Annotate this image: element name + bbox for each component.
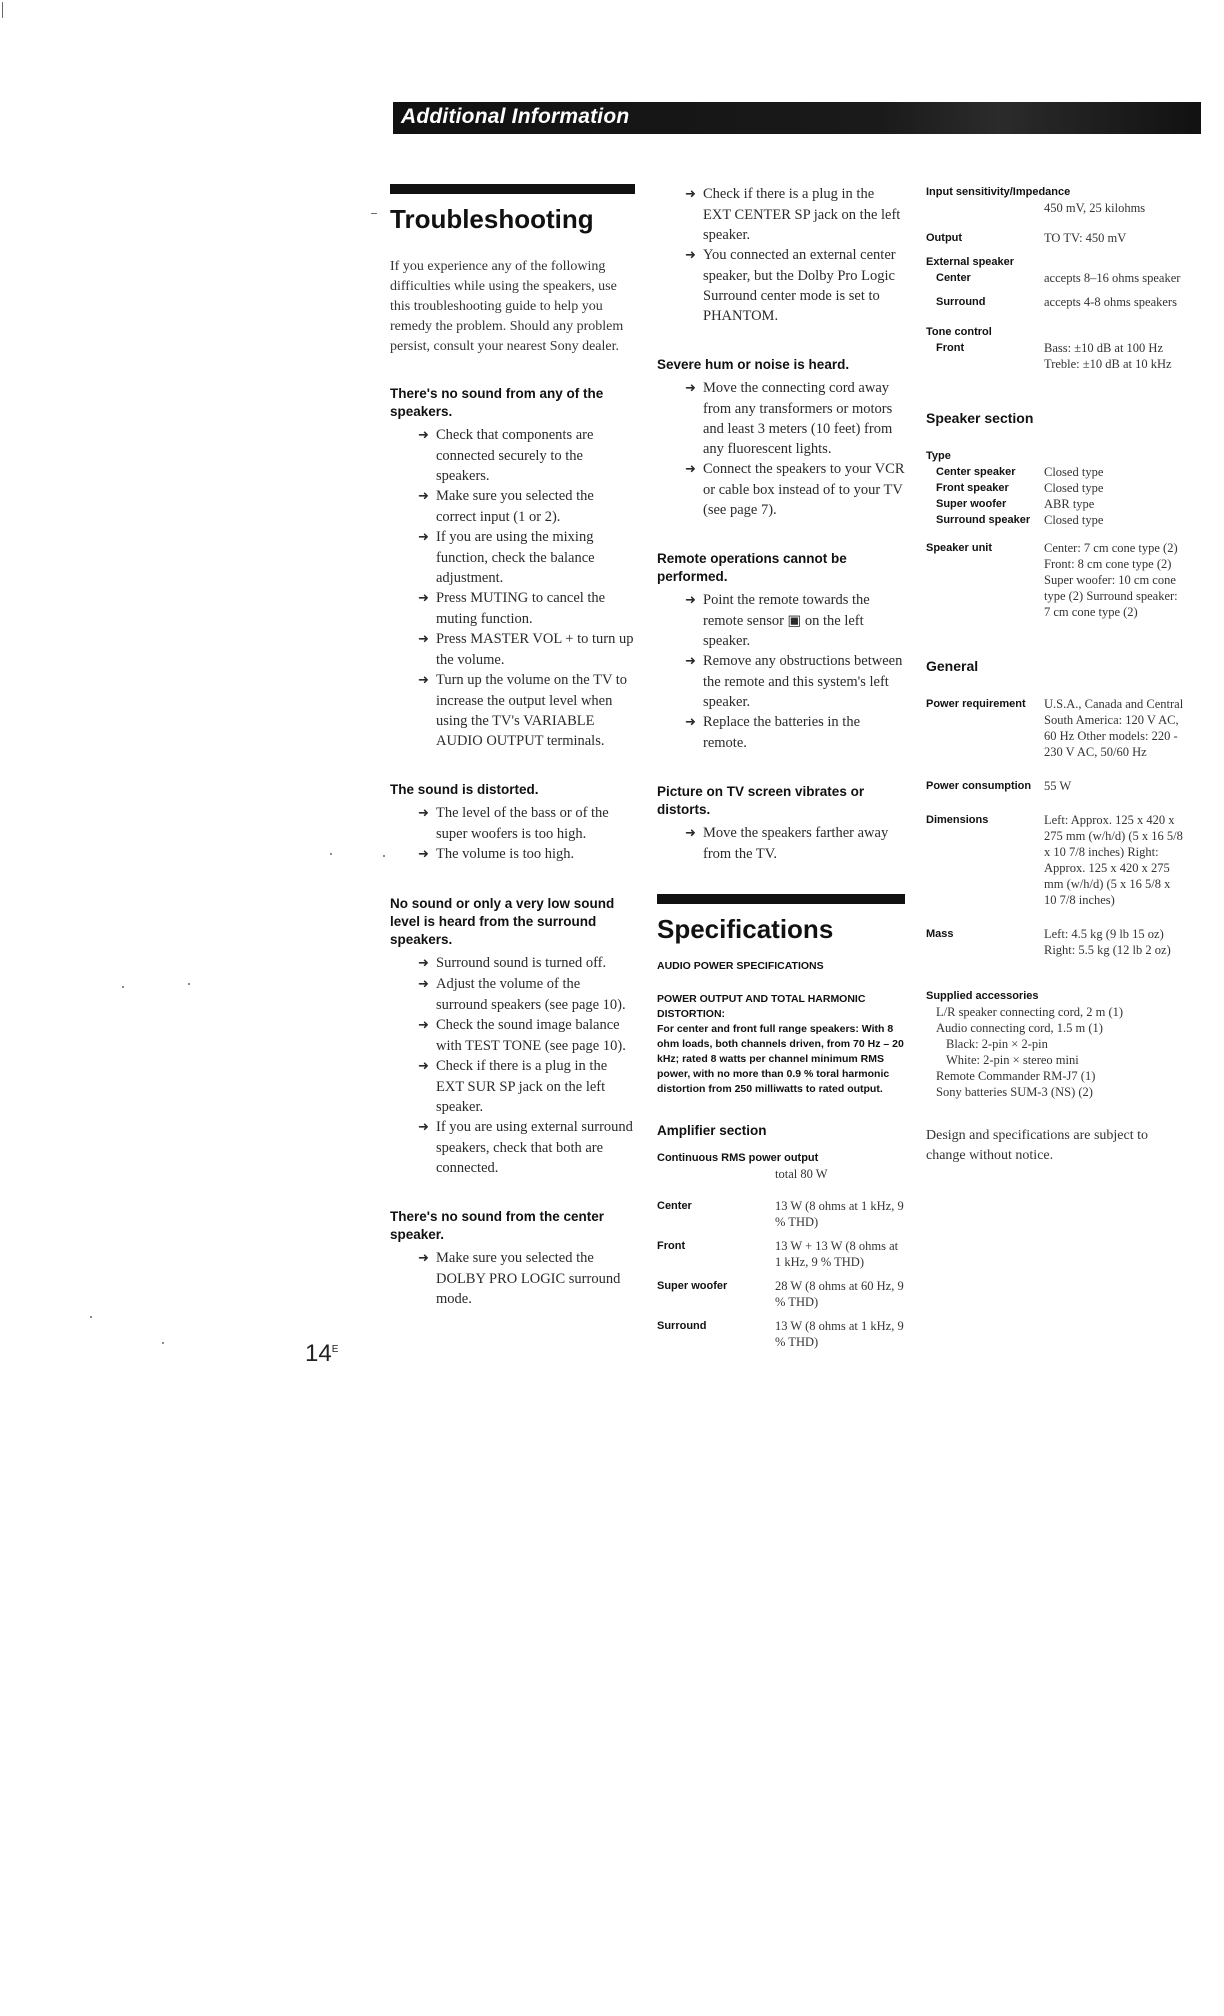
tone-label: Tone control xyxy=(926,326,992,338)
accessory-item: L/R speaker connecting cord, 2 m (1) xyxy=(936,1005,1124,1019)
ext-surround-value: accepts 4-8 ohms speakers xyxy=(1044,295,1177,309)
issue-block xyxy=(657,356,905,520)
scan-speck xyxy=(90,1316,92,1318)
page-number xyxy=(305,1340,338,1368)
arrow-icon: ➜ xyxy=(685,826,696,841)
issue-title: There's no sound from the center speaker. xyxy=(390,1209,604,1242)
scan-speck xyxy=(371,213,377,214)
arrow-icon: ➜ xyxy=(685,248,696,263)
troubleshooting-intro: If you experience any of the following difficulties while using the speakers, use this troubleshooting guide to help you remedy the problem. Should any problem persist, consult your nearest Sony dealer. xyxy=(390,259,624,354)
audio-power-heading: AUDIO POWER SPECIFICATIONS xyxy=(657,960,824,972)
input-output-table xyxy=(926,184,1184,380)
middle-column xyxy=(657,184,905,1358)
speaker-type-label: Super woofer xyxy=(936,498,1007,510)
fix-item xyxy=(404,425,635,486)
fix-text: Check if there is a plug in the EXT SUR SP jack on the left speaker. xyxy=(436,1058,608,1115)
accessory-item: Audio connecting cord, 1.5 m (1) xyxy=(936,1021,1103,1035)
arrow-icon: ➜ xyxy=(685,381,696,396)
amplifier-value: 13 W + 13 W (8 ohms at 1 kHz, 9 % THD) xyxy=(775,1239,899,1269)
fix-text: Press MASTER VOL + to turn up the volume. xyxy=(436,631,634,668)
fix-item xyxy=(404,588,635,629)
fix-text: If you are using the mixing function, check the balance adjustment. xyxy=(436,529,595,586)
external-speaker-row xyxy=(926,254,1184,270)
speaker-unit-value: Center: 7 cm cone type (2) Front: 8 cm cone type (2) Super woofer: 10 cm cone type (2) Surround speaker: 7 cm cone type (2) xyxy=(1044,541,1178,619)
arrow-icon: ➜ xyxy=(418,1059,429,1074)
general-section-title: General xyxy=(926,658,979,674)
arrow-icon: ➜ xyxy=(418,847,429,862)
general-label: Power consumption xyxy=(926,780,1032,792)
fix-item xyxy=(671,378,905,459)
input-label: Input sensitivity/Impedance xyxy=(926,186,1071,198)
arrow-icon: ➜ xyxy=(418,632,429,647)
amplifier-section-title: Amplifier section xyxy=(657,1123,767,1138)
fix-item xyxy=(404,1117,635,1178)
speaker-unit-table xyxy=(926,540,1184,628)
type-label: Type xyxy=(926,450,951,462)
output-label: Output xyxy=(926,232,963,244)
input-value: 450 mV, 25 kilohms xyxy=(1044,201,1146,215)
fix-text: Replace the batteries in the remote. xyxy=(703,714,861,751)
fix-item xyxy=(404,670,635,751)
arrow-icon: ➜ xyxy=(685,654,696,669)
speaker-unit-label: Speaker unit xyxy=(926,542,993,554)
issue-block xyxy=(390,1208,635,1309)
arrow-icon: ➜ xyxy=(418,1018,429,1033)
fix-item xyxy=(404,953,635,974)
speaker-type-row xyxy=(926,512,1184,528)
amplifier-row xyxy=(657,1278,905,1318)
amplifier-value: 13 W (8 ohms at 1 kHz, 9 % THD) xyxy=(775,1319,904,1349)
arrow-icon: ➜ xyxy=(418,530,429,545)
ext-surround-row xyxy=(926,294,1184,324)
fix-item xyxy=(671,590,905,651)
troubleshooting-title: Troubleshooting xyxy=(390,204,594,234)
issue-title: The sound is distorted. xyxy=(390,782,539,797)
amplifier-value: 13 W (8 ohms at 1 kHz, 9 % THD) xyxy=(775,1199,904,1229)
fix-item xyxy=(404,1248,635,1309)
scan-speck xyxy=(2,2,3,18)
fix-text: Check that components are connected securely to the speakers. xyxy=(436,427,594,484)
page-number-suffix: E xyxy=(331,1344,339,1355)
amplifier-label: Super woofer xyxy=(657,1280,728,1292)
accessories-list xyxy=(926,1004,1184,1100)
speaker-type-row xyxy=(926,496,1184,512)
ext-center-value: accepts 8–16 ohms speaker xyxy=(1044,271,1181,285)
fix-item xyxy=(671,651,905,712)
arrow-icon: ➜ xyxy=(418,977,429,992)
general-row xyxy=(926,778,1184,812)
issue-list-continued xyxy=(657,184,905,864)
fix-text: If you are using external surround speakers, check that both are connected. xyxy=(436,1119,633,1176)
fix-item xyxy=(404,486,635,527)
input-value-row xyxy=(926,200,1184,230)
amplifier-row xyxy=(657,1318,905,1358)
speaker-type-value: Closed type xyxy=(1044,481,1104,495)
fix-item xyxy=(671,823,905,864)
fix-text: The volume is too high. xyxy=(436,846,575,862)
arrow-icon: ➜ xyxy=(418,673,429,688)
speaker-type-value: Closed type xyxy=(1044,465,1104,479)
general-label: Power requirement xyxy=(926,698,1026,710)
tone-row xyxy=(926,324,1184,340)
arrow-icon: ➜ xyxy=(418,591,429,606)
specifications-title: Specifications xyxy=(657,914,834,944)
fix-item xyxy=(671,459,905,520)
external-speaker-label: External speaker xyxy=(926,256,1015,268)
arrow-icon: ➜ xyxy=(685,187,696,202)
specifications-block xyxy=(657,894,905,1358)
tone-front-label: Front xyxy=(936,342,965,354)
fix-item xyxy=(671,184,905,245)
amplifier-label: Center xyxy=(657,1200,692,1212)
general-label: Mass xyxy=(926,928,954,940)
fix-text: You connected an external center speaker, but the Dolby Pro Logic Surround center mode is set to PHANTOM. xyxy=(703,247,896,324)
amplifier-label: Surround xyxy=(657,1320,707,1332)
ext-center-label: Center xyxy=(936,272,971,284)
issue-title: There's no sound from any of the speakers. xyxy=(390,386,604,419)
heading-rule xyxy=(390,184,635,194)
fix-text: Make sure you selected the DOLBY PRO LOGIC surround mode. xyxy=(436,1250,621,1307)
issue-title: Severe hum or noise is heard. xyxy=(657,357,850,372)
output-row xyxy=(926,230,1184,254)
general-row xyxy=(926,812,1184,926)
accessories-label: Supplied accessories xyxy=(926,990,1039,1002)
accessory-item: Black: 2-pin × 2-pin xyxy=(946,1037,1048,1051)
general-label: Dimensions xyxy=(926,814,989,826)
fix-item xyxy=(404,1015,635,1056)
arrow-icon: ➜ xyxy=(685,593,696,608)
fix-item xyxy=(671,245,905,326)
continuous-power-value: total 80 W xyxy=(775,1167,828,1181)
issue-list xyxy=(390,385,635,1309)
arrow-icon: ➜ xyxy=(418,1120,429,1135)
fix-text: Move the connecting cord away from any transformers or motors and least 3 meters (10 feet) from any fluorescent lights. xyxy=(703,380,893,457)
issue-title: Picture on TV screen vibrates or distorts. xyxy=(657,784,865,817)
heading-rule xyxy=(657,894,905,904)
fix-text: Check the sound image balance with TEST TONE (see page 10). xyxy=(436,1017,626,1054)
amplifier-table xyxy=(657,1198,905,1358)
specs-column xyxy=(926,184,1184,1166)
general-row xyxy=(926,696,1184,778)
speaker-type-value: ABR type xyxy=(1044,497,1095,511)
issue-block xyxy=(657,550,905,753)
issue-title: Remote operations cannot be performed. xyxy=(657,551,847,584)
issue-block xyxy=(657,783,905,864)
scan-speck xyxy=(330,853,332,855)
general-value: U.S.A., Canada and Central South America: 120 V AC, 60 Hz Other models: 220 - 230 V AC, 50/60 Hz xyxy=(1044,697,1184,759)
speaker-type-label: Surround speaker xyxy=(936,514,1031,526)
general-value: Left: 4.5 kg (9 lb 15 oz) Right: 5.5 kg (12 lb 2 oz) xyxy=(1044,927,1171,957)
fix-item xyxy=(404,1056,635,1117)
fix-text: Point the remote towards the remote sensor ▣ on the left speaker. xyxy=(703,592,870,649)
general-row xyxy=(926,926,1184,976)
fix-item xyxy=(404,974,635,1015)
arrow-icon: ➜ xyxy=(418,428,429,443)
change-notice: Design and specifications are subject to change without notice. xyxy=(926,1128,1148,1163)
accessory-item: Sony batteries SUM-3 (NS) (2) xyxy=(936,1085,1093,1099)
fix-item xyxy=(671,712,905,753)
fix-text: Press MUTING to cancel the muting function. xyxy=(436,590,606,627)
fix-text: The level of the bass or of the super woofers is too high. xyxy=(436,805,609,842)
issue-block xyxy=(657,184,905,326)
speaker-type-value: Closed type xyxy=(1044,513,1104,527)
amplifier-row xyxy=(657,1198,905,1238)
issue-title: No sound or only a very low sound level is heard from the surround speakers. xyxy=(390,896,615,947)
tone-front-row xyxy=(926,340,1184,380)
scan-speck xyxy=(162,1342,164,1344)
arrow-icon: ➜ xyxy=(418,1251,429,1266)
amplifier-label: Front xyxy=(657,1240,686,1252)
fix-text: Make sure you selected the correct input (1 or 2). xyxy=(436,488,594,525)
scan-speck xyxy=(188,983,190,985)
speaker-unit-row xyxy=(926,540,1184,628)
accessory-item: Remote Commander RM-J7 (1) xyxy=(936,1069,1096,1083)
fix-text: Check if there is a plug in the EXT CENTER SP jack on the left speaker. xyxy=(703,186,901,243)
issue-block xyxy=(390,781,635,865)
arrow-icon: ➜ xyxy=(685,462,696,477)
scan-speck xyxy=(122,986,124,988)
arrow-icon: ➜ xyxy=(685,715,696,730)
fix-text: Remove any obstructions between the remote and this system's left speaker. xyxy=(703,653,903,710)
arrow-icon: ➜ xyxy=(418,489,429,504)
fix-text: Move the speakers farther away from the TV. xyxy=(703,825,889,862)
section-title: Additional Information xyxy=(401,105,630,128)
issue-block xyxy=(390,385,635,751)
fix-text: Adjust the volume of the surround speakers (see page 10). xyxy=(436,976,626,1013)
ext-center-row xyxy=(926,270,1184,294)
input-row xyxy=(926,184,1184,200)
amplifier-value: 28 W (8 ohms at 60 Hz, 9 % THD) xyxy=(775,1279,904,1309)
fix-item xyxy=(404,527,635,588)
speaker-type-table xyxy=(926,464,1184,528)
scan-speck xyxy=(383,855,385,857)
fix-item xyxy=(404,629,635,670)
general-table xyxy=(926,696,1184,976)
fix-item xyxy=(404,803,635,844)
speaker-type-row xyxy=(926,464,1184,480)
fix-item xyxy=(404,844,635,865)
fix-text: Surround sound is turned off. xyxy=(436,955,607,971)
general-value: Left: Approx. 125 x 420 x 275 mm (w/h/d) (5 x 16 5/8 x 10 7/8 inches) Right: Approx. 125 x 420 x 275 mm (w/h/d) (5 x 16 5/8 x 10 7/8 inches) xyxy=(1044,813,1183,907)
speaker-type-label: Front speaker xyxy=(936,482,1009,494)
power-output-text: For center and front full range speakers: With 8 ohm loads, both channels driven, from 70 Hz – 20 kHz; rated 8 watts per channel minimum RMS power, with no more than 0.9 % toral harmonic distortion from 250 milliwatts to rated output. xyxy=(657,1023,904,1095)
tone-front-value: Bass: ±10 dB at 100 Hz Treble: ±10 dB at 10 kHz xyxy=(1044,341,1172,371)
output-value: TO TV: 450 mV xyxy=(1044,231,1127,245)
power-output-heading: POWER OUTPUT AND TOTAL HARMONIC DISTORTION: xyxy=(657,993,866,1020)
accessory-item: White: 2-pin × stereo mini xyxy=(946,1053,1079,1067)
speaker-section-title: Speaker section xyxy=(926,410,1034,426)
speaker-type-row xyxy=(926,480,1184,496)
general-value: 55 W xyxy=(1044,779,1072,793)
speaker-type-label: Center speaker xyxy=(936,466,1016,478)
section-banner xyxy=(393,102,1201,134)
fix-text: Turn up the volume on the TV to increase the output level when using the TV's VARIABLE AUDIO OUTPUT terminals. xyxy=(436,672,628,749)
issue-block xyxy=(390,895,635,1178)
arrow-icon: ➜ xyxy=(418,806,429,821)
amplifier-row xyxy=(657,1238,905,1278)
fix-text: Connect the speakers to your VCR or cable box instead of to your TV (see page 7). xyxy=(703,461,905,518)
page-number-value: 14 xyxy=(305,1340,332,1367)
continuous-power-label: Continuous RMS power output xyxy=(657,1152,819,1164)
ext-surround-label: Surround xyxy=(936,296,986,308)
troubleshooting-column xyxy=(390,184,635,1309)
arrow-icon: ➜ xyxy=(418,956,429,971)
